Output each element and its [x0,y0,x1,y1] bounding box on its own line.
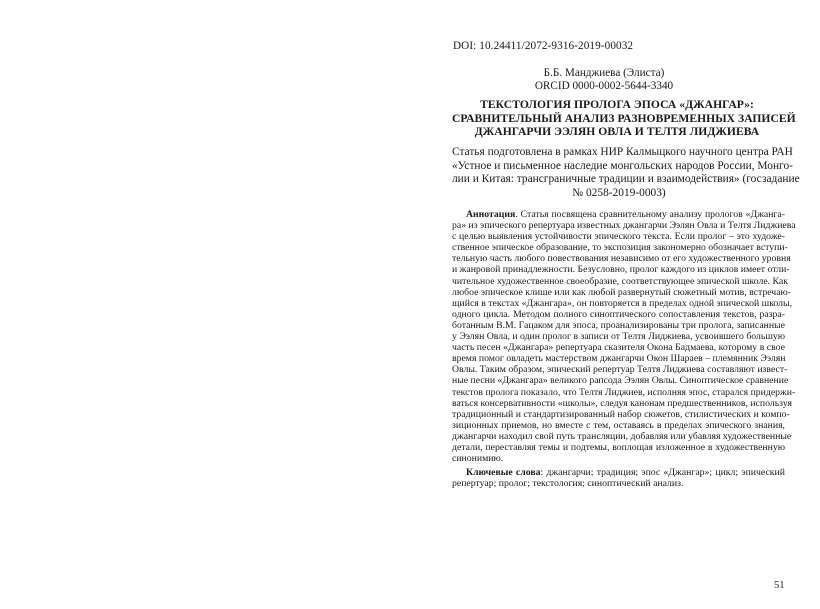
funding-line: № 0258-2019-0003) [572,186,666,199]
funding-line: Статья подготовлена в рамках НИР Калмыцкого научного центра РАН [452,146,793,158]
page-number: 51 [774,580,785,591]
abstract-line: зиционных приемов, но вместе с тем, оставаясь в пределах эпического знания, [452,419,785,431]
abstract-line: Аннотация. Статья посвящена сравнительному анализу прологов «Джанга- [466,209,785,220]
abstract-line: ра» из эпического репертуара известных джангарчи Ээлян Овла и Телтя Лиджиева [452,220,796,232]
abstract-line: у Ээлян Овла, и один пролог в записи от Телтя Лиджиева, усвоившего большую [452,331,786,343]
abstract-line: ные песни «Джангара» великого рапсода Ээлян Овлы. Синоптическое сравнение [452,375,789,387]
keywords-label: Ключевые слова [466,467,541,479]
abstract-line: ственное эпическое образование, то экспозиция закономерно обозначает вступи- [452,242,788,254]
keywords-line: репертуар; пролог; текстология; синоптический анализ. [452,478,684,490]
title-line: ДЖАНГАРЧИ ЭЭЛЯН ОВЛА И ТЕЛТЯ ЛИДЖИЕВА [474,125,760,139]
author-orcid: ORCID 0000-0002-5644-3340 [534,80,674,93]
funding-note [452,146,800,200]
doi-line: DOI: 10.24411/2072-9316-2019-00032 [453,40,634,52]
abstract-line: и жанровой принадлежности. Безусловно, пролог каждого из циклов имеет отли- [452,264,790,276]
abstract-label: Аннотация [466,209,516,220]
abstract-line: текстов пролога показало, что Телтя Лиджиев, исполняя эпос, старался придержи- [452,386,796,398]
abstract-line: любое эпическое клише или как любой развернутый сюжетный мотив, встречаю- [452,286,792,298]
abstract-line: с целью выявления устойчивости эпического текста. Если пролог – это художе- [452,231,785,243]
abstract-line: синонимию. [452,453,504,465]
keywords-line: Ключевые слова: джангарчи; традиция; эпос «Джангар»; цикл; эпический [466,467,785,479]
abstract-line: джангарчи находил свой путь трансляции, добавляя или убавляя художественные [452,430,792,442]
funding-line: лии и Китая: трансграничные традиции и взаимодействия» (госзадание [452,173,800,186]
author-name: Б.Б. Манджиева (Элиста) [543,67,665,79]
title-line: СРАВНИТЕЛЬНЫЙ АНАЛИЗ РАЗНОВРЕМЕННЫХ ЗАПИСЕЙ [452,111,796,125]
title-line: ТЕКСТОЛОГИЯ ПРОЛОГА ЭПОСА «ДЖАНГАР»: [480,98,754,111]
keywords [452,467,785,489]
abstract-line: щийся в текстах «Джангара», он повторяется в пределах одной эпической школы, [452,297,793,309]
article-title [452,98,796,139]
abstract-line: чительное художественное своеобразие, соответствующее эпической школе. Как [452,275,788,287]
abstract-line: ваться консервативности «школы», следуя канонам предшественников, используя [452,397,792,409]
abstract-line: тельную часть любого повествования независимо от его художественного уровня [452,253,791,265]
author-block [520,67,688,94]
abstract-line: детали, переставляя темы и подтемы, воплощая изложенное в художественную [452,441,785,453]
abstract-line: время помог овладеть мастерством джангарчи Окон Шараев – племянник Ээлян [452,353,786,365]
abstract-line: часть песен «Джангара» репертуара сказителя Окона Бадмаева, которому в свое [452,342,785,354]
abstract-line: ботанным В.М. Гацаком для эпоса, проанализированы три пролога, записанные [452,319,785,331]
abstract-line: Овлы. Таким образом, эпический репертуар Телтя Лиджиева составляют извест- [452,364,788,376]
abstract-line: одного цикла. Методом полного синоптического сопоставления текстов, разра- [452,308,785,320]
abstract [452,209,796,490]
abstract-line: традиционный и стандартизированный набор сюжетов, стилистических и компо- [452,408,790,420]
funding-line: «Устное и письменное наследие монгольских народов России, Монго- [452,159,793,172]
